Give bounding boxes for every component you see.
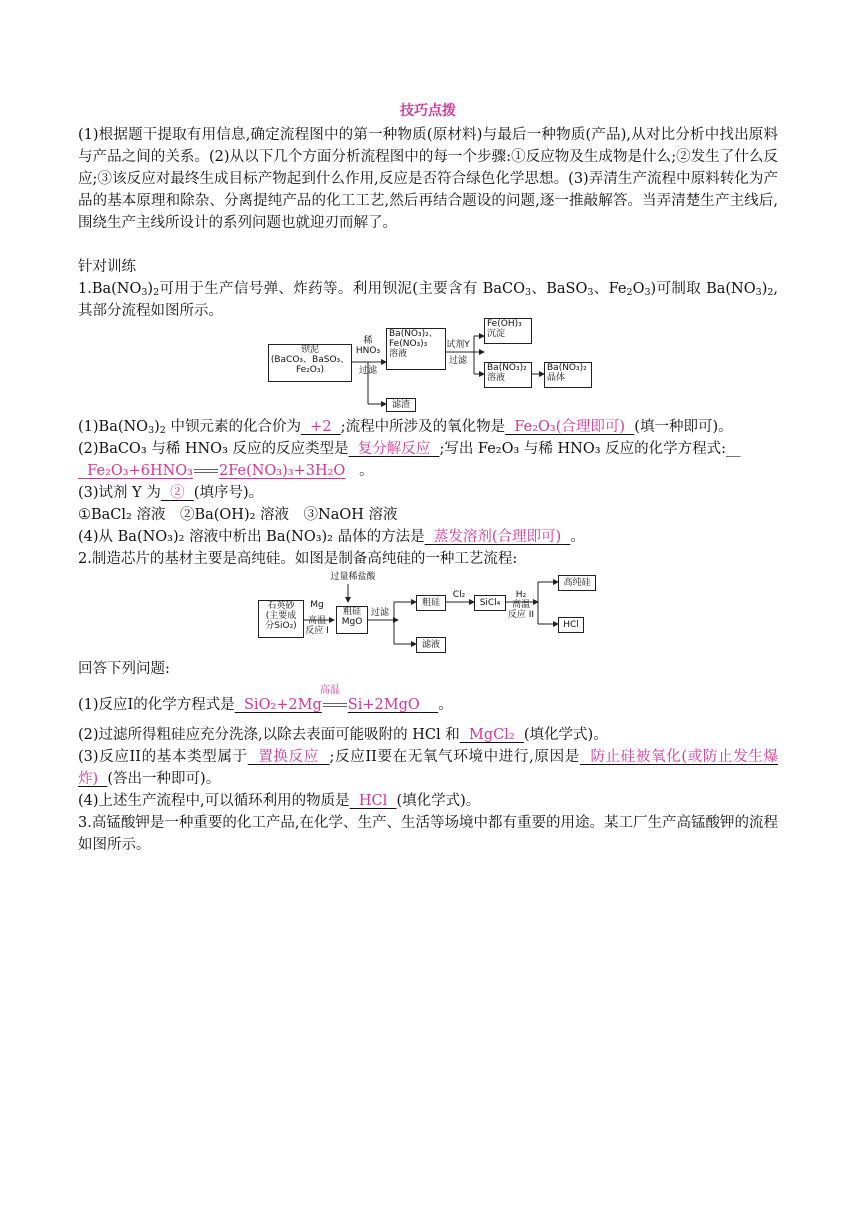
q2-equation-condition: 高温: [319, 685, 340, 696]
q2-flow-diagram: [78, 572, 778, 654]
q2-part4: (4)上述生产流程中,可以循环利用的物质是 HCl (填化学式)。: [78, 793, 481, 809]
flow-crude-mix: 粗硅 MgO: [336, 606, 368, 634]
q2-part3: (3)反应II的基本类型属于 置换反应 ;反应II要在无氧气环境中进行,原因是 防止硅被氧化(或防止发生爆炸) (答出一种即可)。: [78, 749, 779, 787]
flow-label-filter: 过滤: [370, 608, 389, 618]
q2-answer-prompt: 回答下列问题:: [78, 661, 170, 677]
flow-barium-nitrate-solution: Ba(NO₃)₂ 溶液: [484, 362, 532, 388]
q1-answer-equation: Fe₂O₃+6HNO₃ 2Fe(NO₃)₃+3H₂O: [87, 463, 346, 479]
q2-answer-equation: SiO₂+2Mg 高温 Si+2MgO: [235, 697, 438, 713]
flow-pure-silicon: 高纯硅: [558, 575, 596, 591]
q2-part2: (2)过滤所得粗硅应充分洗涤,以除去表面可能吸附的 HCl 和 MgCl₂ (填化学式)。: [78, 727, 608, 743]
q1-answer-reaction-type: 复分解反应: [357, 441, 431, 457]
flow-quartz-sand: 石英砂 (主要成 分SiO₂): [258, 600, 304, 638]
flow-filtrate: 滤液: [416, 637, 446, 653]
q1-answer-oxide: Fe₂O₃(合理即可): [514, 419, 626, 435]
flow-residue: 滤渣: [386, 398, 416, 412]
q1-part2: (2)BaCO₃ 与稀 HNO₃ 反应的反应类型是 复分解反应 ;写出 Fe₂O₃ 与稀 HNO₃ 反应的化学方程式:__ Fe₂O₃+6HNO₃ 2Fe(NO₃)₃+3H₂O 。: [78, 441, 741, 479]
q1-options: ①BaCl₂ 溶液 ②Ba(OH)₂ 溶液 ③NaOH 溶液: [78, 507, 398, 523]
q2-answer-mgcl2: MgCl₂: [468, 727, 515, 743]
tips-text: (1)根据题干提取有用信息,确定流程图中的第一种物质(原材料)与最后一种物质(产品),从对比分析中找出原料与产品之间的关系。(2)从以下几个方面分析流程图中的每一个步骤:①反应物及生成物是什么;②发生了什么反应;③该反应对最终生成目标产物起到什么作用,反应是否符合绿色化学思想。(3)弄清生产流程中原料转化为产品的基本原理和除杂、分离提纯产品的化工工艺,然后再结合题设的问题,逐一推敲解答。当弄清楚生产主线后,围绕生产主线所设计的系列问题也就迎刃而解了。: [78, 127, 778, 231]
q2-intro: 2.制造芯片的基材主要是高纯硅。如图是制备高纯硅的一种工艺流程:: [78, 551, 518, 567]
flow-label-filter-2: 过滤: [448, 356, 467, 366]
tips-title: 技巧点拨: [400, 103, 456, 119]
q2-part1: (1)反应I的化学方程式是 SiO₂+2Mg 高温 Si+2MgO 。: [78, 694, 778, 716]
flow-label-hydrochloric-acid: 过量稀盐酸: [330, 572, 376, 582]
flow-start-barium-mud: 钡泥 (BaCO₃、BaSO₃、 Fe₂O₃): [268, 344, 352, 382]
flow-label-reagent-y: 试剂Y: [446, 340, 470, 350]
flow-barium-nitrate-crystal: Ba(NO₃)₂ 晶体: [544, 362, 592, 388]
q1-answer-reagent: ②: [170, 485, 185, 501]
flow-label-reaction-1: Mg 高温 反应 I: [305, 600, 329, 636]
q1-intro: $1.Ba(NO_3)_2$可用于生产信号弹、炸药等。利用钡泥(主要含有 BaCO$_3$、BaSO$_3$、$Fe_2O_3$)可制取 $Ba(NO_3)_2$,其部分流程如图所示。: [78, 281, 779, 319]
flow-label-nitric-acid: 稀 HNO₃: [355, 336, 381, 356]
q1-flow-diagram: [78, 319, 778, 416]
q1-part4: (4)从 Ba(NO₃)₂ 溶液中析出 Ba(NO₃)₂ 晶体的方法是 蒸发溶剂(合理即可) 。: [78, 529, 585, 545]
q1-answer-method: 蒸发溶剂(合理即可): [433, 529, 562, 545]
q1-part1: $(1)Ba(NO_3)_2$ 中钡元素的化合价为 +2 ;流程中所涉及的氧化物是 Fe₂O₃(合理即可) (填一种即可)。: [78, 419, 733, 436]
q2-answer-reason: 防止硅被氧化(或防止发生爆炸): [78, 749, 779, 787]
document-page: [78, 100, 778, 856]
flow-silicon-tetrachloride: SiCl₄: [474, 595, 506, 611]
training-heading: 针对训练: [78, 259, 136, 275]
q3-intro: 3.高锰酸钾是一种重要的化工产品,在化学、生产、生活等场境中都有重要的用途。某工厂生产高锰酸钾的流程如图所示。: [78, 815, 778, 853]
q2-answer-recycle: HCl: [358, 793, 388, 809]
flow-label-reaction-2: H₂ 高温 反应 II: [507, 590, 535, 620]
flow-label-filter-1: 过滤: [358, 366, 377, 376]
flow-mid-solution: Ba(NO₃)₂、 Fe(NO₃)₃ 溶液: [386, 328, 446, 370]
flow-hcl: HCl: [558, 617, 584, 633]
q2-answer-reaction-type: 置换反应: [258, 749, 319, 765]
flow-label-chlorine: Cl₂: [452, 590, 466, 600]
flow-precipitate: Fe(OH)₃ 沉淀: [484, 318, 532, 344]
flow-crude-silicon: 粗硅: [416, 595, 446, 611]
q1-answer-valence: +2: [310, 419, 332, 435]
q1-part3: (3)试剂 Y 为 ② (填序号)。: [78, 485, 264, 501]
